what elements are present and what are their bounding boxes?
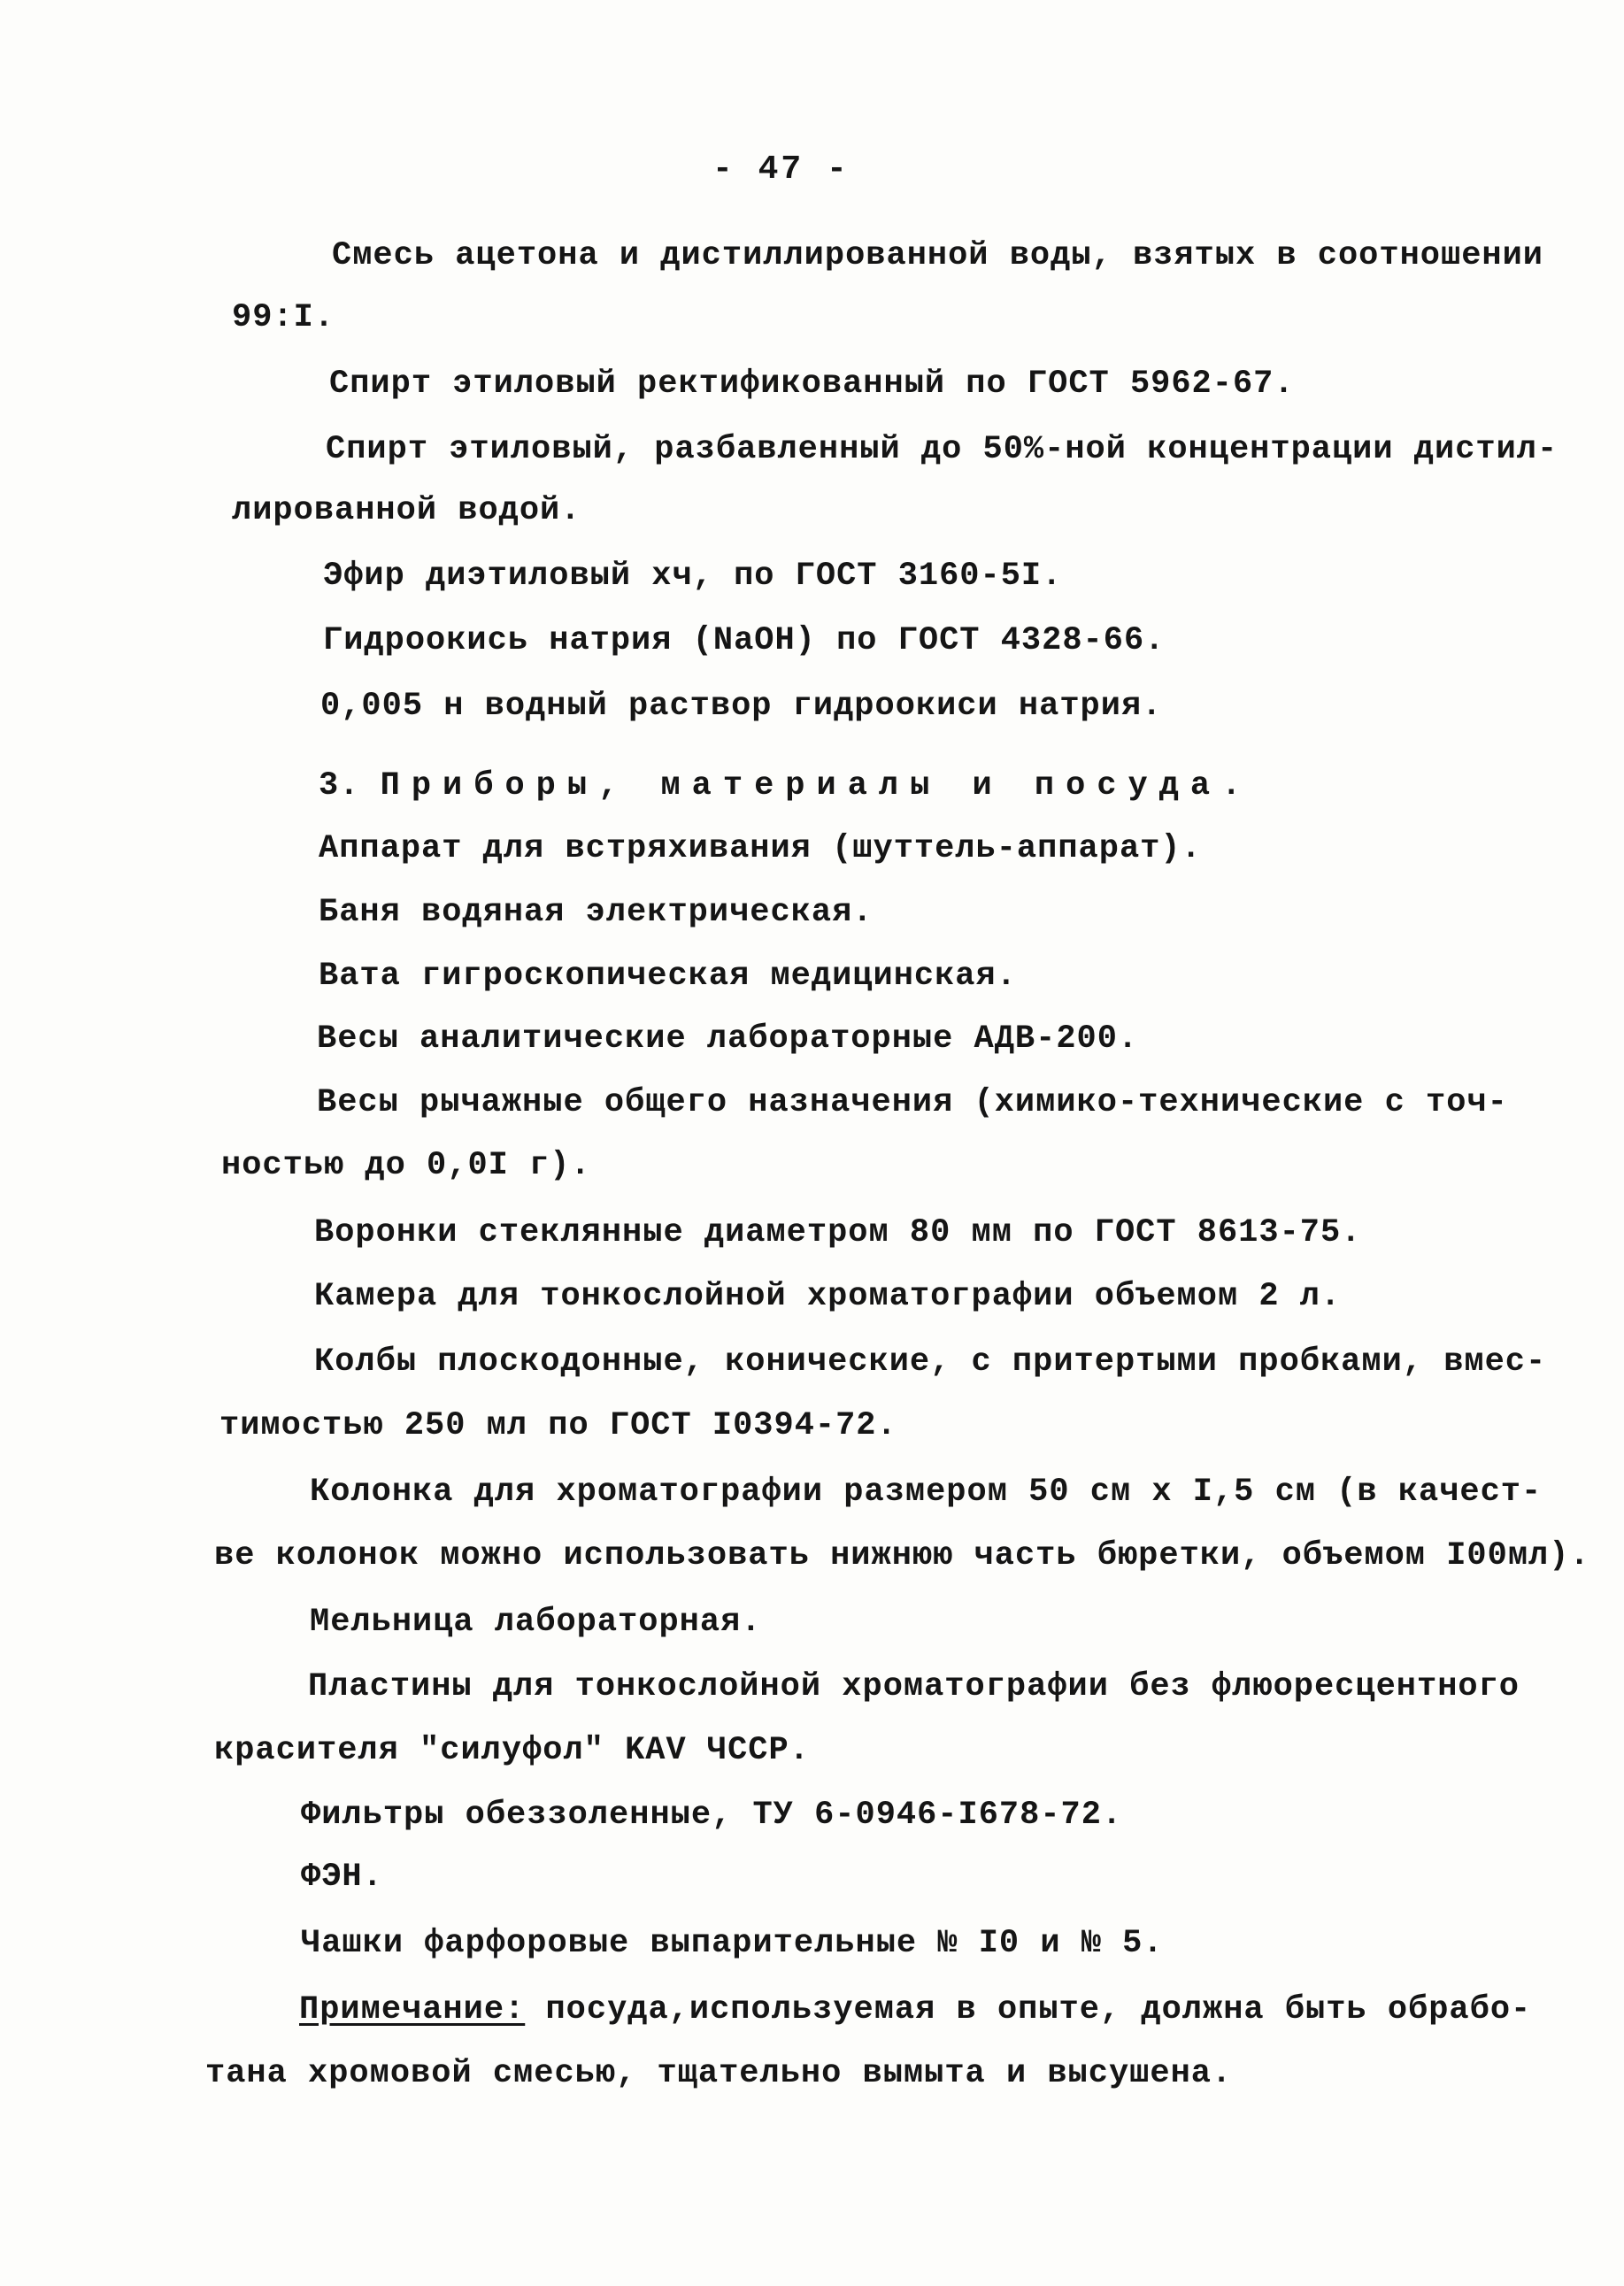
text-line: лированной водой. (232, 492, 581, 529)
list-item: красителя "силуфол" KAV ЧССР. (214, 1732, 810, 1769)
list-item: Вата гигроскопическая медицинская. (319, 958, 1017, 995)
list-item: Камера для тонкослойной хроматографии объемом 2 л. (314, 1278, 1342, 1315)
section-number: 3. (319, 767, 360, 804)
list-item: Чашки фарфоровые выпарительные № I0 и № 5. (301, 1925, 1164, 1962)
section-title: Приборы, материалы и посуда. (380, 767, 1253, 804)
text-line: Спирт этиловый ректификованный по ГОСТ 5962-67. (329, 366, 1295, 403)
list-item: тимостью 250 мл по ГОСТ I0394-72. (219, 1407, 897, 1444)
list-item: ФЭН. (301, 1859, 383, 1896)
text-line: Смесь ацетона и дистиллированной воды, взятых в соотношении (332, 237, 1544, 274)
list-item: Пластины для тонкослойной хроматографии без флюоресцентного (308, 1668, 1520, 1705)
list-item: ностью до 0,0I г). (221, 1147, 591, 1184)
note-label: Примечание: (299, 1991, 526, 2028)
page-number: - 47 - (712, 150, 850, 189)
list-item: Баня водяная электрическая. (319, 894, 874, 931)
list-item: Аппарат для встряхивания (шуттель-аппарат). (319, 830, 1202, 867)
text-line: 0,005 н водный раствор гидроокиси натрия. (320, 688, 1163, 725)
list-item: Весы аналитические лабораторные АДВ-200. (317, 1020, 1139, 1058)
note-line-2: тана хромовой смесью, тщательно вымыта и высушена. (205, 2055, 1233, 2092)
list-item: Колбы плоскодонные, конические, с притертыми пробками, вмес- (314, 1343, 1547, 1381)
note-line (299, 1991, 1531, 2028)
text-line: Гидроокись натрия (NaOH) по ГОСТ 4328-66. (323, 622, 1166, 659)
text-line: 99:I. (232, 299, 335, 336)
note-text: посуда,используемая в опыте, должна быть обрабо- (545, 1991, 1532, 2028)
list-item: Мельница лабораторная. (310, 1604, 762, 1641)
text-line: Спирт этиловый, разбавленный до 50%-ной концентрации дистил- (326, 431, 1559, 468)
list-item: Фильтры обеззоленные, ТУ 6-0946-I678-72. (301, 1797, 1123, 1834)
section-heading (319, 767, 1252, 804)
list-item: ве колонок можно использовать нижнюю часть бюретки, объемом I00мл). (214, 1537, 1590, 1574)
list-item: Колонка для хроматографии размером 50 см х I,5 см (в качест- (310, 1474, 1543, 1511)
list-item: Воронки стеклянные диаметром 80 мм по ГОСТ 8613-75. (314, 1214, 1362, 1251)
text-line: Эфир диэтиловый хч, по ГОСТ 3160-5I. (323, 558, 1063, 595)
list-item: Весы рычажные общего назначения (химико-технические с точ- (317, 1084, 1508, 1121)
